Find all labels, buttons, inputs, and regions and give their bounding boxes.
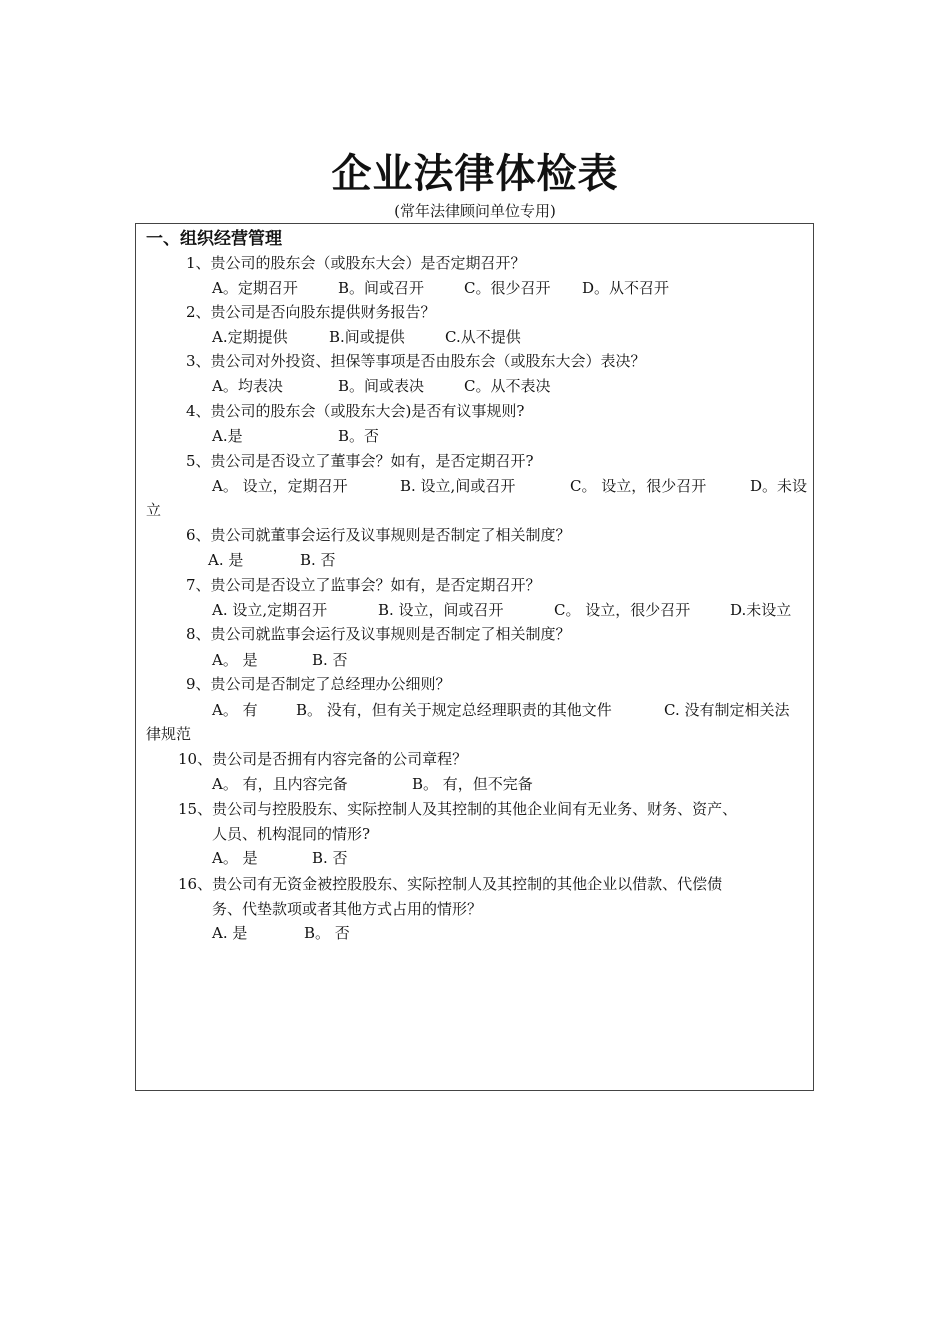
question-4: 4、贵公司的股东会（或股东大会)是否有议事规则? <box>186 402 525 420</box>
option-b[interactable]: B。间或表决 <box>338 377 425 395</box>
options-2 <box>212 325 802 349</box>
question-6: 6、贵公司就董事会运行及议事规则是否制定了相关制度？ <box>186 526 571 544</box>
option-a[interactable]: A.是 <box>212 427 243 445</box>
options-7 <box>212 598 802 622</box>
question-16-cont: 务、代垫款项或者其他方式占用的情形？ <box>212 900 483 918</box>
options-8 <box>212 648 802 672</box>
option-b[interactable]: B。 没有，但有关于规定总经理职责的其他文件 <box>296 701 612 719</box>
options-3 <box>212 374 802 398</box>
options-9-wrap: 律规范 <box>146 725 192 743</box>
option-c[interactable]: C。很少召开 <box>464 279 551 297</box>
option-a[interactable]: A.定期提供 <box>212 328 288 346</box>
option-d[interactable]: D。未设 <box>750 477 808 495</box>
option-a[interactable]: A。均表决 <box>212 377 283 395</box>
option-b[interactable]: B。否 <box>338 427 380 445</box>
option-b[interactable]: B。 有，但不完备 <box>412 775 533 793</box>
question-10: 10、贵公司是否拥有内容完备的公司章程？ <box>178 750 468 768</box>
option-b[interactable]: B。间或召开 <box>338 279 425 297</box>
option-b[interactable]: B. 否 <box>300 551 336 569</box>
option-a[interactable]: A。 有 <box>212 701 258 719</box>
option-c[interactable]: C. 没有制定相关法 <box>664 701 790 719</box>
option-a[interactable]: A. 是 <box>212 924 248 942</box>
form-frame <box>135 223 814 1091</box>
question-16: 16、贵公司有无资金被控股股东、实际控制人及其控制的其他企业以借款、代偿债 <box>178 875 723 893</box>
question-8: 8、贵公司就监事会运行及议事规则是否制定了相关制度？ <box>186 625 571 643</box>
question-3: 3、贵公司对外投资、担保等事项是否由股东会（或股东大会）表决？ <box>186 352 646 370</box>
question-2: 2、贵公司是否向股东提供财务报告？ <box>186 303 436 321</box>
option-d[interactable]: D。从不召开 <box>582 279 670 297</box>
question-15-cont: 人员、机构混同的情形? <box>212 825 371 843</box>
option-b[interactable]: B. 否 <box>312 849 348 867</box>
option-c[interactable]: C.从不提供 <box>445 328 521 346</box>
option-d[interactable]: D.未设立 <box>730 601 792 619</box>
question-15: 15、贵公司与控股股东、实际控制人及其控制的其他企业间有无业务、财务、资产、 <box>178 800 738 818</box>
option-c[interactable]: C。从不表决 <box>464 377 551 395</box>
options-5-wrap: 立 <box>146 501 162 519</box>
question-5: 5、贵公司是否设立了董事会？如有，是否定期召开? <box>186 452 534 470</box>
option-b[interactable]: B.间或提供 <box>329 328 405 346</box>
option-a[interactable]: A。 有，且内容完备 <box>212 775 348 793</box>
page-title: 企业法律体检表 <box>331 150 619 197</box>
option-a[interactable]: A。 是 <box>212 849 258 867</box>
option-c[interactable]: C。 设立，很少召开 <box>570 477 707 495</box>
option-b[interactable]: B。 否 <box>304 924 350 942</box>
options-16 <box>212 921 802 945</box>
page-subtitle: (常年法律顾问单位专用) <box>394 202 556 220</box>
option-b[interactable]: B. 设立，间或召开 <box>378 601 504 619</box>
question-1: 1、贵公司的股东会（或股东大会）是否定期召开？ <box>186 254 526 272</box>
options-4 <box>212 424 802 448</box>
option-a[interactable]: A. 是 <box>208 551 244 569</box>
option-b[interactable]: B. 设立,间或召开 <box>400 477 516 495</box>
option-b[interactable]: B. 否 <box>312 651 348 669</box>
options-10 <box>212 772 802 796</box>
options-6 <box>208 548 798 572</box>
option-a[interactable]: A。定期召开 <box>212 279 298 297</box>
option-c[interactable]: C。 设立，很少召开 <box>554 601 691 619</box>
options-15 <box>212 846 802 870</box>
options-1 <box>212 276 802 300</box>
option-a[interactable]: A. 设立,定期召开 <box>212 601 328 619</box>
section-heading: 一、组织经营管理 <box>146 229 282 249</box>
question-9: 9、贵公司是否制定了总经理办公细则？ <box>186 675 451 693</box>
option-a[interactable]: A。 是 <box>212 651 258 669</box>
question-7: 7、贵公司是否设立了监事会？如有，是否定期召开？ <box>186 576 541 594</box>
options-9 <box>212 698 802 722</box>
options-5 <box>212 474 808 498</box>
option-a[interactable]: A。 设立，定期召开 <box>212 477 348 495</box>
